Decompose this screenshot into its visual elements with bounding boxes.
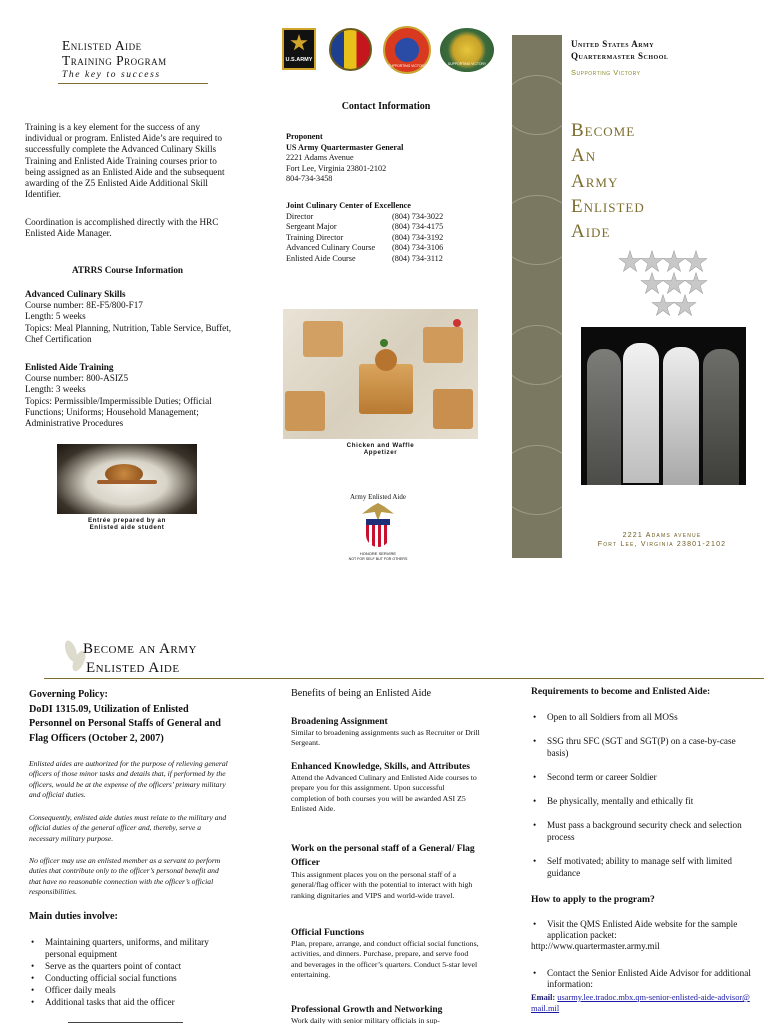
apply-url[interactable]: http://www.quartermaster.army.mil bbox=[531, 941, 660, 951]
benefit-text: This assignment places you on the personal staff of a general/flag officer with the potential to interact with high ranking dignitaries and VIPS and world-wide travel. bbox=[291, 870, 473, 900]
cover-title-word: Become bbox=[571, 120, 636, 141]
benefit-title: Professional Growth and Networking bbox=[291, 1005, 443, 1015]
proponent-phone: 804-734-3458 bbox=[286, 174, 333, 183]
benefits-heading: Benefits of being an Enlisted Aide bbox=[291, 688, 432, 699]
contact-role: Sergeant Major bbox=[286, 222, 337, 231]
badge-motto-1: HONORE SERVIRE bbox=[359, 551, 397, 556]
intro-paragraph-1: Training is a key element for the success of any individual or program. Enlisted Aide’s are required to successfully complete the Advanced Culinary Skills Training and Enlisted Aide Training courses prior to being assigned as an Enlisted Aide and the subsequent awarding of the Z5 Enlisted Aide Additional Skill Identifier. bbox=[25, 122, 225, 200]
inside-banner bbox=[83, 640, 283, 678]
benefit-1 bbox=[291, 716, 481, 749]
contact-row bbox=[286, 212, 486, 223]
benefit-title: Work on the personal staff of a General/ Flag Officer bbox=[291, 844, 475, 868]
benefit-text: Attend the Advanced Culinary and Enlisted Aide courses to prepare you for this assignment. Upon successful completion of both courses you will be awarded ASI Z5 Enlisted Aide. bbox=[291, 773, 477, 813]
duty-item: • Serve as the quarters point of contact bbox=[29, 960, 239, 972]
entree-photo bbox=[57, 444, 197, 514]
contact-phone: (804) 734-4175 bbox=[392, 222, 444, 231]
apply-step-text: Contact the Senior Enlisted Aide Advisor for additional information: bbox=[547, 968, 751, 989]
title-underline bbox=[58, 83, 208, 84]
shield-icon bbox=[366, 519, 390, 547]
duty-item: • Additional tasks that aid the officer bbox=[29, 996, 239, 1008]
sustainment-seal bbox=[383, 26, 431, 74]
duty-item: • Maintaining quarters, uniforms, and military personal equipment bbox=[29, 936, 239, 960]
banner-underline bbox=[44, 678, 764, 679]
banner-line-2: Enlisted Aide bbox=[86, 660, 180, 676]
benefit-2 bbox=[291, 761, 481, 814]
apply-step-1: • Visit the QMS Enlisted Aide website for the sample application packet: http://www.quartermaster.army.mil bbox=[531, 919, 756, 952]
badge-title: Army Enlisted Aide bbox=[350, 493, 406, 501]
course-name: Advanced Culinary Skills bbox=[25, 289, 126, 299]
title-line-2: Training Program bbox=[62, 53, 167, 68]
intro-paragraph-2: Coordination is accomplished directly with the HRC Enlisted Aide Manager. bbox=[25, 217, 219, 239]
requirement-item: • Be physically, mentally and ethically fit bbox=[531, 795, 756, 807]
contact-phone: (804) 734-3022 bbox=[392, 211, 444, 221]
school-line-2: Quartermaster School bbox=[571, 51, 669, 61]
contact-role: Training Director bbox=[286, 232, 344, 242]
caption-line-2: Enlisted aide student bbox=[89, 524, 165, 531]
course-enlisted-aide bbox=[25, 362, 235, 429]
requirement-item: • Second term or career Soldier bbox=[531, 771, 756, 783]
caption-line-1: Chicken and Waffle bbox=[346, 442, 415, 449]
requirements-heading: Requirements to become and Enlisted Aide: bbox=[531, 686, 711, 697]
seal-text: SUPPORTING VICTORY bbox=[387, 64, 427, 68]
governing-policy bbox=[29, 688, 229, 746]
apply-step-text: Visit the QMS Enlisted Aide website for the sample application packet: bbox=[547, 919, 738, 940]
brochure-title bbox=[62, 38, 222, 68]
benefit-text: Plan, prepare, arrange, and conduct official social functions, activities, and dinners. Purchase, prepare, and serve food and beverages in the officer’s quarters. Conduct 5-star level entertaining. bbox=[291, 939, 479, 979]
contact-row bbox=[286, 233, 486, 244]
appetizer-photo bbox=[283, 309, 478, 439]
policy-heading: Governing Policy: bbox=[29, 689, 108, 700]
column1-footer-rule bbox=[68, 1022, 183, 1023]
title-line-1: Enlisted Aide bbox=[62, 38, 142, 53]
contact-list bbox=[286, 212, 486, 265]
requirement-item: • Self motivated; ability to manage self with limited guidance bbox=[531, 855, 756, 879]
soldiers-photo bbox=[581, 327, 746, 485]
cover-address-line-1: 2221 Adams avenue bbox=[622, 532, 702, 539]
course-length: Length: 5 weeks bbox=[25, 311, 86, 322]
contact-row bbox=[286, 222, 486, 233]
enlisted-aide-badge bbox=[340, 493, 416, 567]
course-advanced-culinary bbox=[25, 289, 235, 345]
army-logo-text: U.S.ARMY bbox=[285, 57, 313, 63]
apply-step-2: • Contact the Senior Enlisted Aide Advisor for additional information: bbox=[533, 968, 751, 989]
cover-decorative-strip bbox=[512, 35, 562, 558]
entree-caption bbox=[57, 517, 197, 531]
benefit-4 bbox=[291, 927, 481, 980]
atrrs-heading: ATRRS Course Information bbox=[71, 265, 184, 275]
benefit-text: Work daily with senior military officials in sup- bbox=[291, 1016, 440, 1024]
seal-text: SUPPORTING VICTORY bbox=[447, 62, 487, 66]
course-number: Course number: 800-ASIZ5 bbox=[25, 373, 129, 384]
email-link[interactable]: usarmy.lee.tradoc.mbx.qm-senior-enlisted-aide-advisor@mail.mil bbox=[531, 993, 750, 1013]
apply-heading: How to apply to the program? bbox=[531, 894, 655, 905]
course-length: Length: 3 weeks bbox=[25, 384, 86, 395]
cover-title-word: Army bbox=[571, 170, 619, 192]
us-army-logo bbox=[282, 28, 316, 70]
contact-phone: (804) 734-3106 bbox=[392, 243, 444, 252]
cover-title-word: Enlisted bbox=[571, 195, 645, 217]
contact-phone: (804) 734-3192 bbox=[392, 232, 444, 242]
contact-role: Enlisted Aide Course bbox=[286, 253, 356, 263]
contact-jccoe bbox=[286, 201, 486, 264]
proponent-label: Proponent bbox=[286, 132, 323, 141]
caption-line-1: Entrée prepared by an bbox=[88, 517, 166, 524]
cover-title-word: Aide bbox=[571, 221, 611, 243]
duty-item: • Conducting official social functions bbox=[29, 972, 239, 984]
benefit-title: Official Functions bbox=[291, 928, 365, 938]
supporting-victory: Supporting Victory bbox=[571, 68, 641, 77]
badge-motto-2: NOT FOR SELF BUT FOR OTHERS bbox=[348, 557, 408, 561]
caption-line-2: Appetizer bbox=[363, 449, 398, 456]
school-line-1: United States Army bbox=[571, 39, 655, 49]
contact-proponent bbox=[286, 132, 486, 185]
duties-list bbox=[29, 936, 239, 1008]
requirement-item: • SSG thru SFC (SGT and SGT(P) on a case-by-case basis) bbox=[531, 735, 756, 759]
benefit-3 bbox=[291, 842, 481, 901]
policy-italic-3: No officer may use an enlisted member as a servant to perform duties that contribute only to the officer’s personal benefit and that have no reasonable connection with the officer’s official responsibilities. bbox=[29, 856, 221, 897]
address-line-1: 2221 Adams Avenue bbox=[286, 153, 354, 162]
requirements-list bbox=[531, 711, 756, 891]
tagline: The key to success bbox=[62, 70, 161, 80]
appetizer-caption bbox=[283, 442, 478, 456]
requirement-item: • Must pass a background security check and selection process bbox=[531, 819, 756, 843]
benefit-text: Similar to broadening assignments such as Recruiter or Drill Sergeant. bbox=[291, 728, 480, 748]
benefit-title: Enhanced Knowledge, Skills, and Attributes bbox=[291, 762, 470, 772]
jccoe-label: Joint Culinary Center of Excellence bbox=[286, 201, 411, 210]
course-topics: Topics: Meal Planning, Nutrition, Table Service, Buffet, Chef Certification bbox=[25, 322, 232, 344]
contact-role: Advanced Culinary Course bbox=[286, 243, 376, 252]
cover-address-line-2: Fort Lee, Virginia 23801-2102 bbox=[597, 541, 727, 548]
cover-address bbox=[572, 531, 752, 549]
general-stars-icon bbox=[618, 250, 708, 322]
address-line-2: Fort Lee, Virginia 23801-2102 bbox=[286, 163, 387, 173]
contact-phone: (804) 734-3112 bbox=[392, 253, 443, 263]
email-label: Email: bbox=[531, 993, 556, 1002]
course-number: Course number: 8E-F5/800-F17 bbox=[25, 300, 143, 311]
course-topics: Topics: Permissible/Impermissible Duties; Official Functions; Uniforms; Household Management; Administrative Procedures bbox=[25, 395, 212, 429]
proponent-org: US Army Quartermaster General bbox=[286, 142, 404, 152]
tricolor-seal bbox=[329, 28, 372, 71]
cover-title bbox=[571, 118, 711, 244]
policy-text: DoDI 1315.09, Utilization of Enlisted Personnel on Personal Staffs of General and Flag Officers (October 2, 2007) bbox=[29, 703, 221, 744]
contact-row bbox=[286, 243, 486, 254]
course-name: Enlisted Aide Training bbox=[25, 362, 114, 372]
contact-heading: Contact Information bbox=[341, 101, 431, 112]
cover-title-word: An bbox=[571, 145, 597, 167]
school-name bbox=[571, 38, 751, 62]
quartermaster-seal bbox=[440, 28, 494, 72]
duties-heading: Main duties involve: bbox=[29, 911, 118, 922]
contact-role: Director bbox=[286, 211, 314, 221]
duty-item: • Officer daily meals bbox=[29, 984, 239, 996]
policy-italic-1: Enlisted aides are authorized for the purpose of relieving general officers of those minor tasks and details that, if performed by the officers, would be at the expense of the officers’ primary military and official duties. bbox=[29, 759, 228, 800]
benefit-title: Broadening Assignment bbox=[291, 717, 388, 727]
banner-line-1: Become an Army bbox=[83, 641, 197, 657]
email-line bbox=[531, 992, 756, 1014]
requirement-item: • Open to all Soldiers from all MOSs bbox=[531, 711, 756, 723]
benefit-5 bbox=[291, 1004, 481, 1024]
contact-row bbox=[286, 254, 486, 265]
policy-italic-2: Consequently, enlisted aide duties must relate to the military and official duties of the general officer and, thereby, serve a necessary military purpose. bbox=[29, 813, 227, 843]
